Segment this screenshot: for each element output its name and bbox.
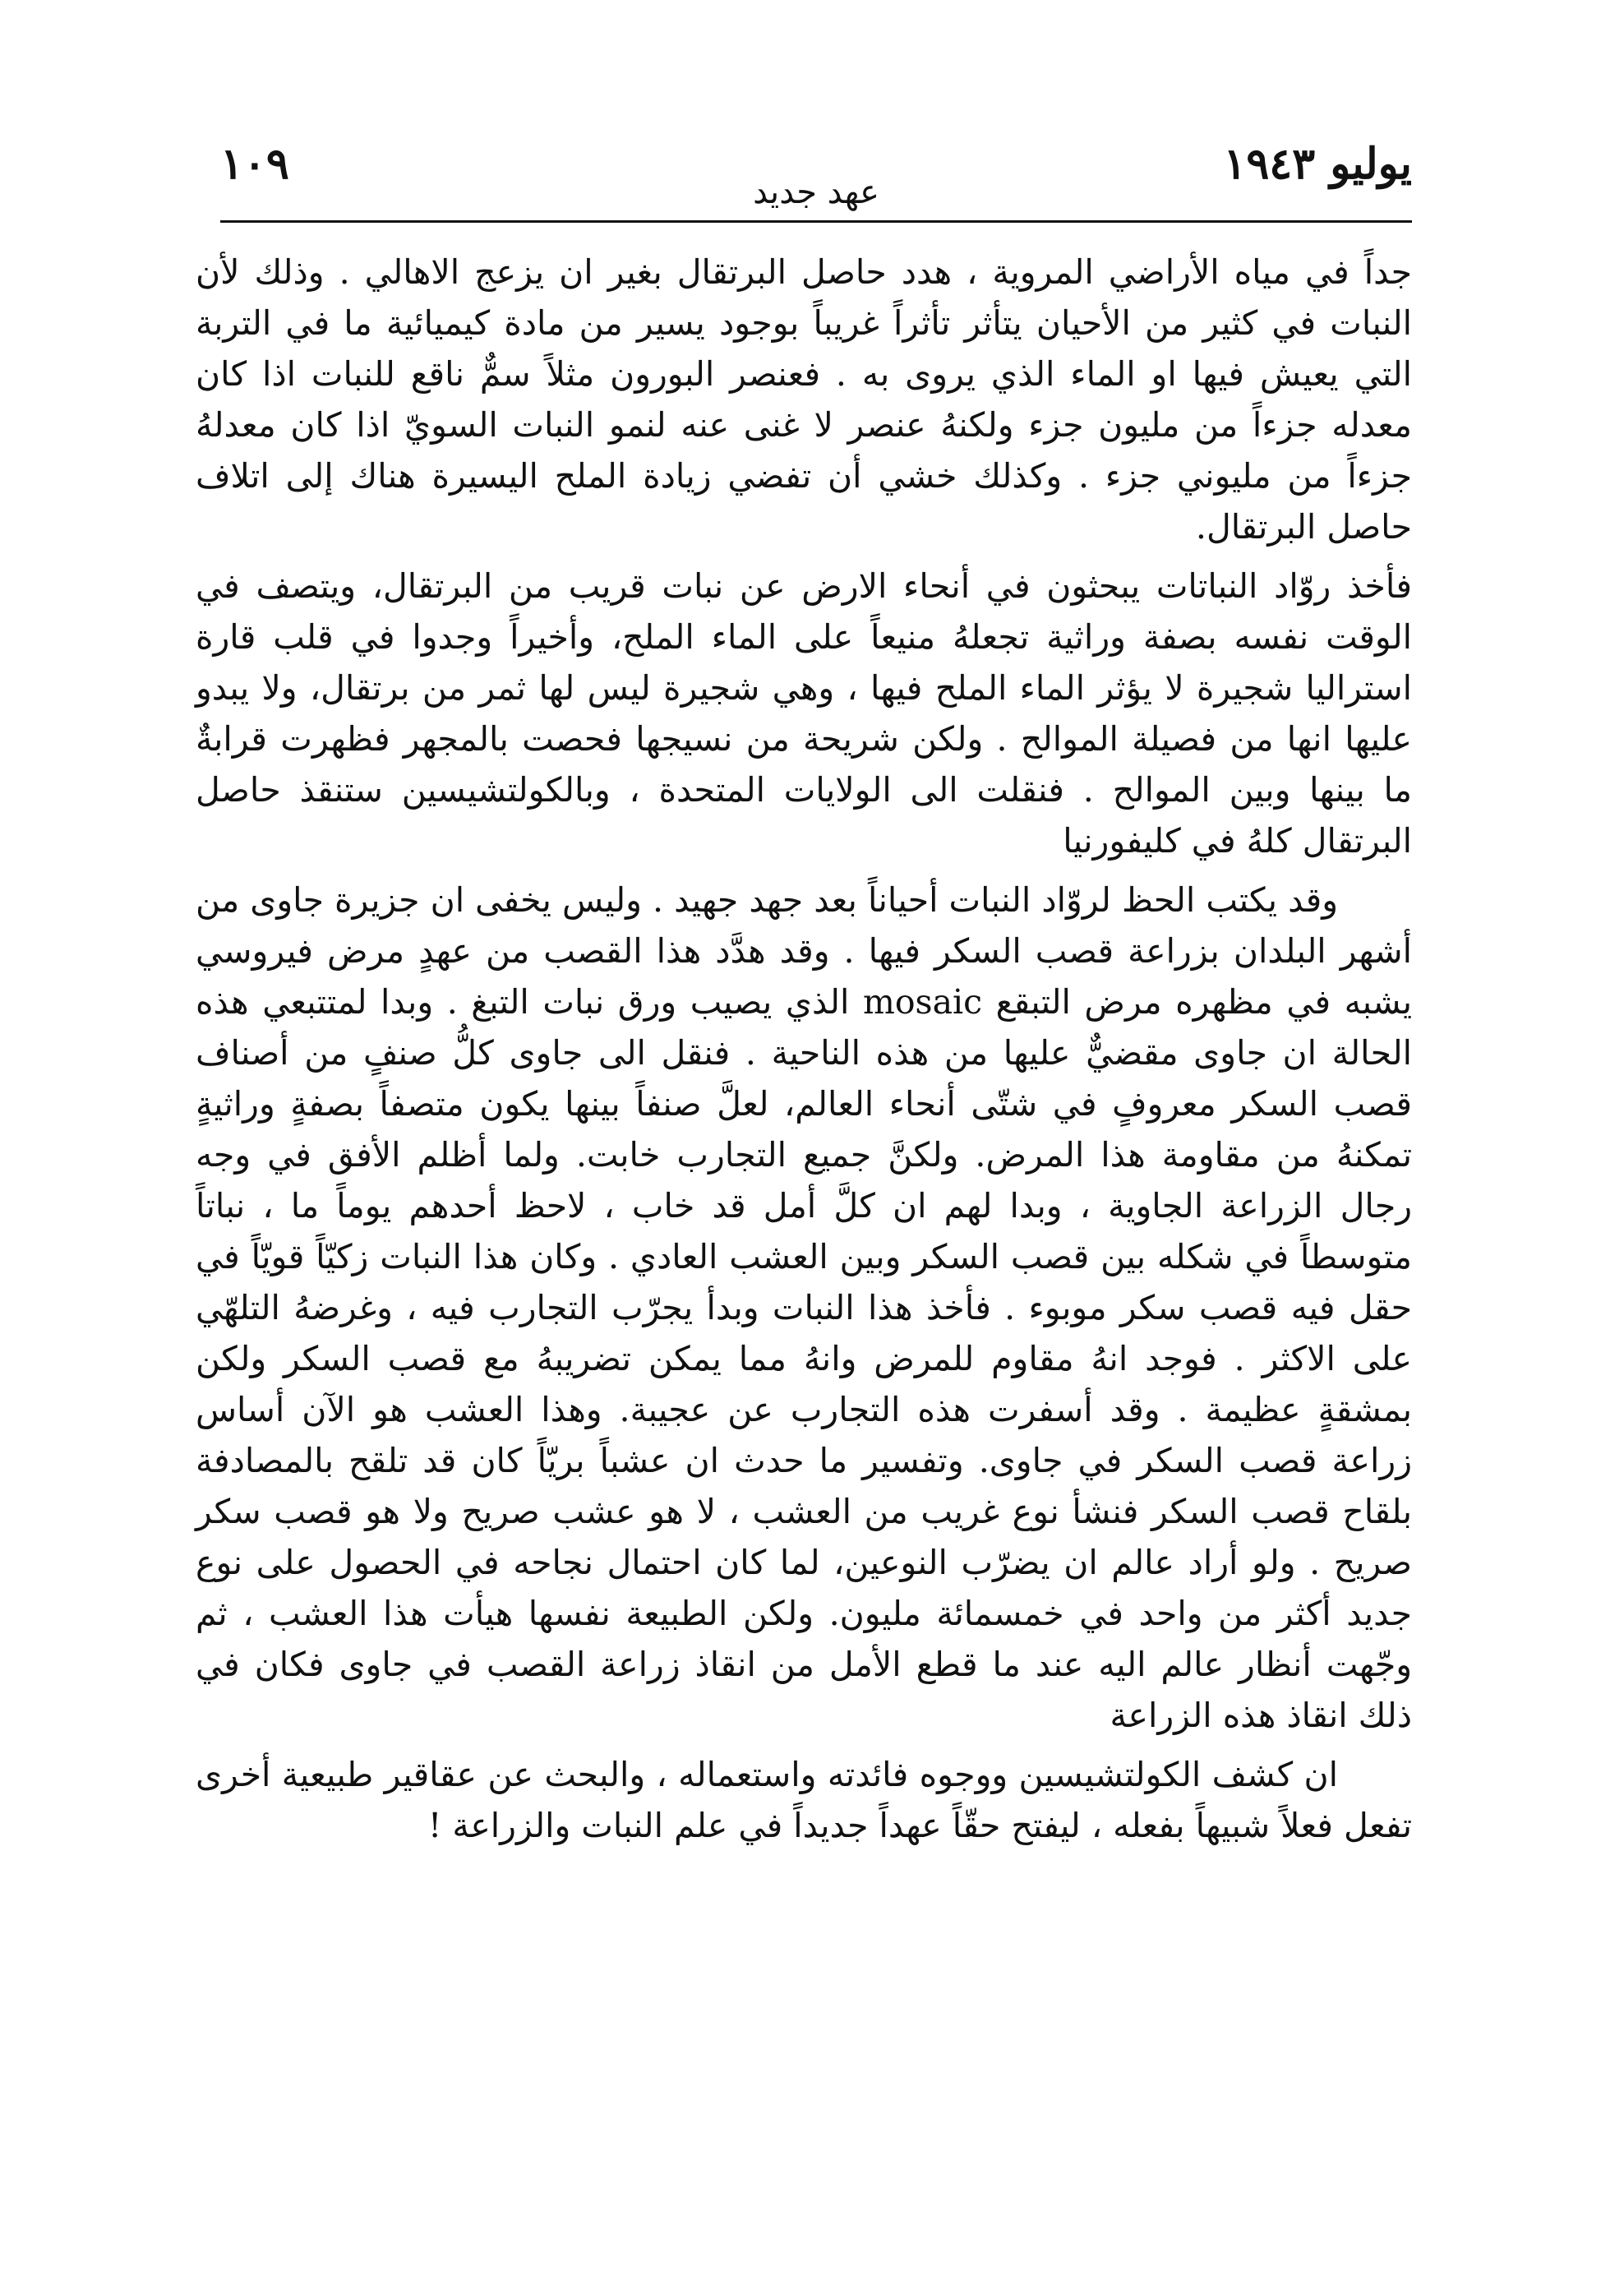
article-title: عهد جديد [753,173,879,211]
paragraph-java-sugarcane: وقد يكتب الحظ لروّاد النبات أحياناً بعد جهد جهيد . وليس يخفى ان جزيرة جاوى من أشهر البلدان بزراعة قصب السكر فيها . وقد هدَّد هذا القصب من عهدٍ مرض فيروسي يشبه في مظهره مرض التبقع mosaic الذي يصيب ورق نبات التبغ . وبدا لمتتبعي هذه الحالة ان جاوى مقضيٌّ عليها من هذه الناحية . فنقل الى جاوى كلُّ صنفٍ من أصناف قصب السكر معروفٍ في شتّى أنحاء العالم، لعلَّ صنفاً بينها يكون متصفاً بصفةٍ وراثيةٍ تمكنهُ من مقاومة هذا المرض. ولكنَّ جميع التجارب خابت. ولما أظلم الأفق في وجه رجال الزراعة الجاوية ، وبدا لهم ان كلَّ أمل قد خاب ، لاحظ أحدهم يوماً ما ، نباتاً متوسطاً في شكله بين قصب السكر وبين العشب العادي . وكان هذا النبات زكيّاً قويّاً في حقل فيه قصب سكر موبوء . فأخذ هذا النبات وبدأ يجرّب التجارب فيه ، وغرضهُ التلهّي على الاكثر . فوجد انهُ مقاوم للمرض وانهُ مما يمكن تضريبهُ مع قصب السكر ولكن بمشقةٍ عظيمة . وقد أسفرت هذه التجارب عن عجيبة. وهذا العشب هو الآن أساس زراعة قصب السكر في جاوى. وتفسير ما حدث ان عشباً بريّاً كان قد تلقح بالمصادفة بلقاح قصب السكر فنشأ نوع غريب من العشب ، لا هو عشب صريح ولا هو قصب سكر صريح . ولو أراد عالم ان يضرّب النوعين، لما كان احتمال نجاحه في الحصول على نوع جديد أكثر من واحد في خمسمائة مليون. ولكن الطبيعة نفسها هيأت هذا العشب ، ثم وجّهت أنظار عالم اليه عند ما قطع الأمل من انقاذ زراعة القصب في جاوى فكان في ذلك انقاذ هذه الزراعة [196,880,1412,1735]
header-rule [220,220,1412,223]
page-number: ١٠٩ [220,139,289,189]
article-body [196,247,1412,1859]
issue-date: يوليو ١٩٤٣ [1223,139,1412,189]
paragraph-australian-shrub: فأخذ روّاد النباتات يبحثون في أنحاء الارض عن نبات قريب من البرتقال، ويتصف في الوقت نفسه بصفة وراثية تجعلهُ منيعاً على الماء الملح، وأخيراً وجدوا في قلب قارة استراليا شجيرة لا يؤثر الماء الملح فيها ، وهي شجيرة ليس لها ثمر من برتقال، ولا يبدو عليها انها من فصيلة الموالح . ولكن شريحة من نسيجها فحصت بالمجهر فظهرت قرابةٌ ما بينها وبين الموالح . فنقلت الى الولايات المتحدة ، وبالكولتشيسين ستنقذ حاصل البرتقال كلهُ في كليفورنيا [196,566,1412,861]
running-header [220,140,1412,214]
paragraph-boron-salinity: جداً في مياه الأراضي المروية ، هدد حاصل البرتقال بغير ان يزعج الاهالي . وذلك لأن النبات في كثير من الأحيان يتأثر تأثراً غريباً بوجود يسير من مادة كيميائية ما في التربة التي يعيش فيها او الماء الذي يروى به . فعنصر البورون مثلاً سمٌّ ناقع للنبات اذا كان معدله جزءاً من مليون جزء ولكنهُ عنصر لا غنى عنه لنمو النبات السويّ اذا كان معدلهُ جزءاً من مليوني جزء . وكذلك خشي أن تفضي زيادة الملح اليسيرة هناك إلى اتلاف حاصل البرتقال. [196,252,1412,547]
paragraph-conclusion: ان كشف الكولتشيسين ووجوه فائدته واستعماله ، والبحث عن عقاقير طبيعية أخرى تفعل فعلاً شبيهاً بفعله ، ليفتح حقّاً عهداً جديداً في علم النبات والزراعة ! [196,1755,1412,1845]
